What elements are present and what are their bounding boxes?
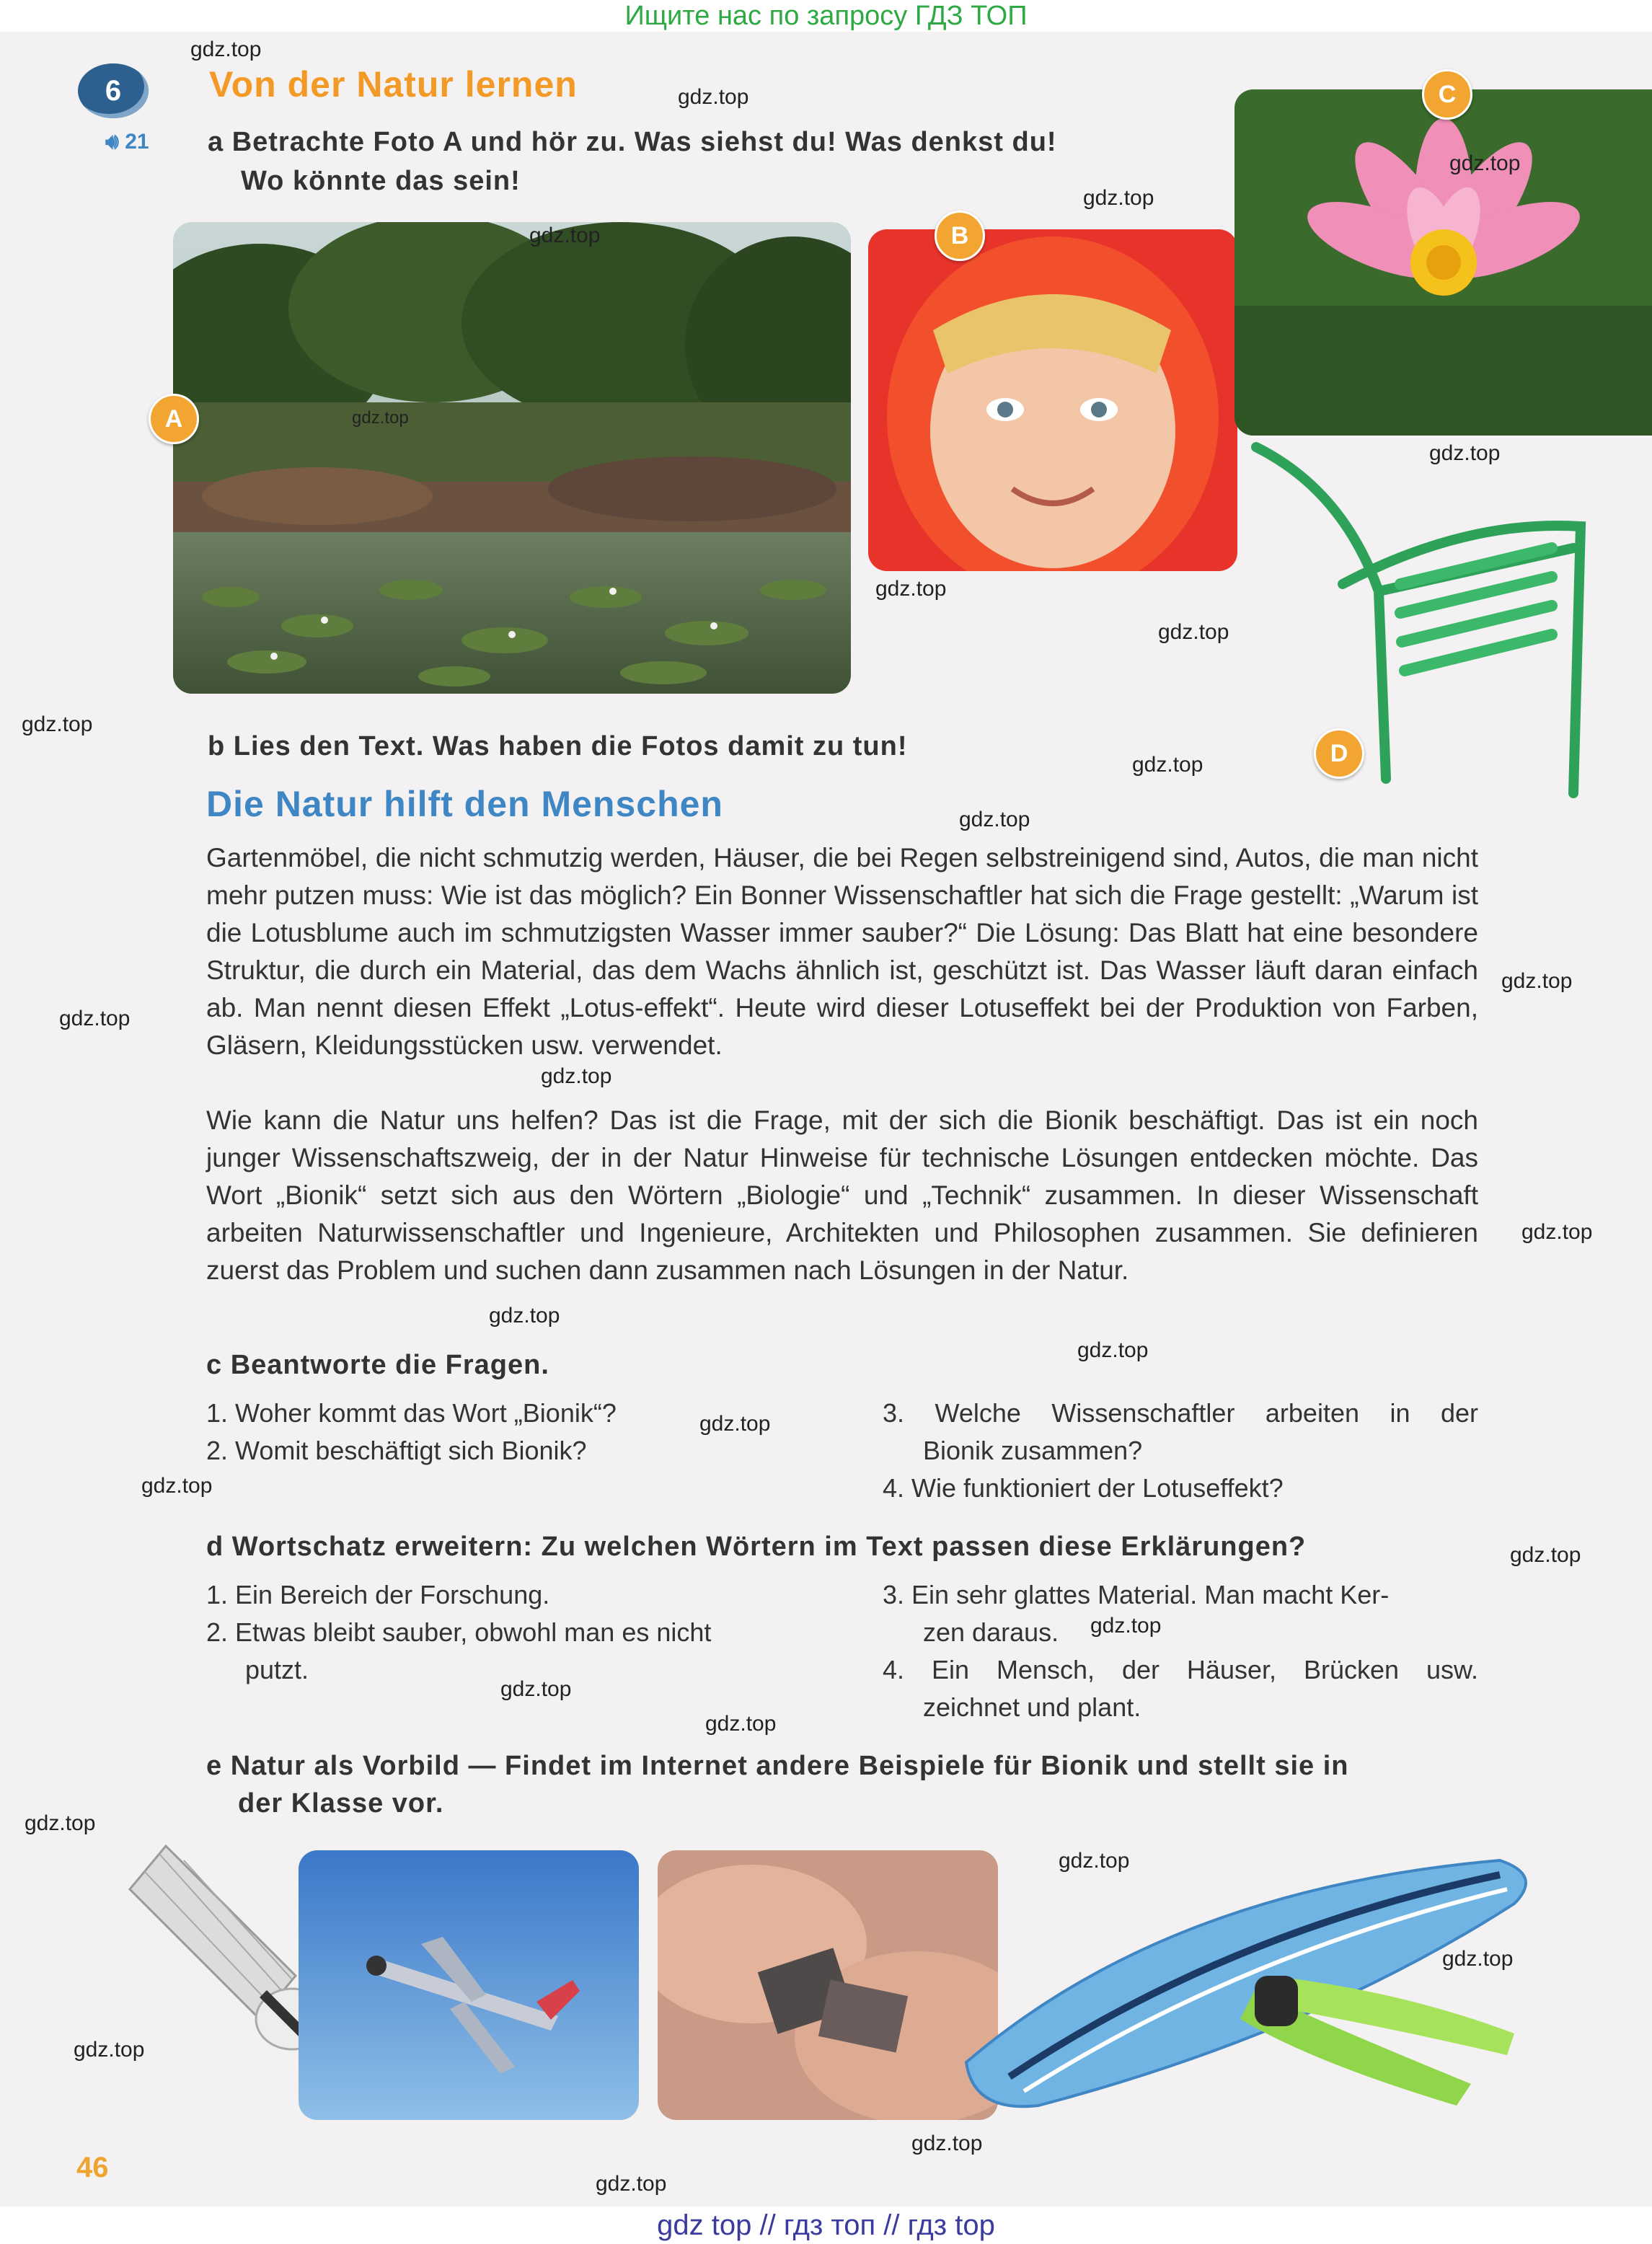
vocab-item-2-line1: 2. Etwas bleibt sauber, obwohl man es nicht bbox=[206, 1617, 712, 1647]
watermark: gdz.top bbox=[911, 2132, 983, 2155]
watermark: gdz.top bbox=[352, 408, 409, 428]
watermark: gdz.top bbox=[596, 2172, 667, 2196]
vocab-item-3-line1: 3. Ein sehr glattes Material. Man macht Ker- bbox=[883, 1580, 1390, 1609]
watermark: gdz.top bbox=[190, 37, 262, 61]
task-e-text: Natur als Vorbild — Findet im Internet andere Beispiele für Bionik und stellt sie in bbox=[230, 1751, 1349, 1781]
bottom-banner: gdz top // гдз топ // гдз top bbox=[0, 2207, 1652, 2244]
task-d-heading bbox=[206, 1532, 1306, 1563]
audio-track[interactable] bbox=[105, 130, 149, 154]
watermark: gdz.top bbox=[1449, 151, 1521, 175]
task-c-letter: c bbox=[206, 1350, 223, 1380]
question-1: 1. Woher kommt das Wort „Bionik“? bbox=[206, 1398, 617, 1428]
vocab-item-1: 1. Ein Bereich der Forschung. bbox=[206, 1580, 550, 1609]
lesson-title: Von der Natur lernen bbox=[209, 64, 578, 105]
photo-d-chair bbox=[1234, 404, 1609, 808]
watermark: gdz.top bbox=[541, 1064, 612, 1088]
watermark: gdz.top bbox=[500, 1677, 572, 1701]
photo-c-lotus bbox=[1234, 89, 1652, 436]
question-4: 4. Wie funktioniert der Lotuseffekt? bbox=[883, 1473, 1284, 1503]
watermark: gdz.top bbox=[1090, 1614, 1162, 1638]
velcro-illustration bbox=[658, 1850, 998, 2120]
surfboard-illustration bbox=[952, 1846, 1601, 2163]
lotus-illustration bbox=[1234, 89, 1652, 436]
task-e-line2: der Klasse vor. bbox=[238, 1788, 444, 1819]
vocab-item-4-line1: 4. Ein Mensch, der Häuser, Brücken usw. bbox=[883, 1655, 1478, 1684]
watermark: gdz.top bbox=[1510, 1543, 1581, 1567]
watermark: gdz.top bbox=[489, 1304, 560, 1328]
airplane-illustration bbox=[299, 1850, 639, 2120]
watermark: gdz.top bbox=[22, 712, 93, 736]
watermark: gdz.top bbox=[1132, 753, 1203, 777]
chair-illustration bbox=[1234, 404, 1609, 808]
vocab-item-2-line2: putzt. bbox=[245, 1655, 309, 1684]
photo-a-marker: A bbox=[149, 394, 199, 444]
task-a-text: Betrachte Foto A und hör zu. Was siehst du! Was denkst du! bbox=[231, 127, 1057, 157]
velcro-photo bbox=[658, 1850, 998, 2120]
photo-b-child bbox=[868, 229, 1237, 571]
watermark: gdz.top bbox=[141, 1474, 213, 1498]
photo-b-marker: B bbox=[935, 211, 985, 261]
airplane-photo bbox=[299, 1850, 639, 2120]
watermark: gdz.top bbox=[74, 2038, 145, 2062]
task-b-text: Lies den Text. Was haben die Fotos damit zu tun! bbox=[233, 731, 908, 761]
speaker-icon: 🔊︎ bbox=[105, 130, 119, 154]
surfboard-fins-image bbox=[952, 1846, 1601, 2163]
task-d-letter: d bbox=[206, 1532, 224, 1562]
task-d-title: Wortschatz erweitern: Zu welchen Wörtern im Text passen diese Erklärungen? bbox=[231, 1532, 1307, 1562]
child-illustration bbox=[868, 229, 1237, 571]
task-c-title: Beantworte die Fragen. bbox=[230, 1350, 549, 1380]
watermark: gdz.top bbox=[1083, 186, 1154, 210]
watermark: gdz.top bbox=[1501, 969, 1573, 993]
task-e-letter: e bbox=[206, 1751, 223, 1781]
article-title: Die Natur hilft den Menschen bbox=[206, 784, 723, 824]
watermark: gdz.top bbox=[25, 1811, 96, 1835]
question-2: 2. Womit beschäftigt sich Bionik? bbox=[206, 1436, 587, 1465]
watermark: gdz.top bbox=[678, 85, 749, 109]
task-c-heading bbox=[206, 1350, 549, 1381]
vocab-item-4-line2: zeichnet und plant. bbox=[923, 1692, 1141, 1722]
watermark: gdz.top bbox=[1158, 620, 1229, 644]
watermark: gdz.top bbox=[1077, 1338, 1149, 1362]
pond-illustration bbox=[173, 222, 851, 694]
watermark: gdz.top bbox=[59, 1007, 131, 1030]
watermark: gdz.top bbox=[1059, 1849, 1130, 1873]
audio-track-number: 21 bbox=[125, 130, 149, 154]
lesson-number-badge: 6 bbox=[78, 63, 149, 118]
photo-a-pond bbox=[173, 222, 851, 694]
watermark: gdz.top bbox=[1442, 1947, 1514, 1971]
page-number: 46 bbox=[76, 2152, 109, 2183]
task-a-line1 bbox=[208, 127, 1057, 158]
article-paragraph-1: Gartenmöbel, die nicht schmutzig werden, Häuser, die bei Regen selbstreinigend sind, Autos, die man nicht mehr putzen muss: Wie ist das möglich? Ein Bonner Wissenschaftler hat sich die Frage gestellt: „Warum ist die Lotusblume auch im schmutzigsten Wasser immer sauber?“ Die Lösung: Das Blatt hat eine besondere Struktur, die durch ein Material, das dem Wachs ähnlich ist, geschützt ist. Das Wasser läuft daran einfach ab. Man nennt diesen Effekt „Lotus-effekt“. Heute wird dieser Lotuseffekt bei der Produktion von Farben, Gläsern, Kleidungsstücken usw. verwendet. bbox=[206, 843, 1478, 1060]
watermark: gdz.top bbox=[705, 1712, 777, 1736]
question-3-line2: Bionik zusammen? bbox=[923, 1436, 1143, 1465]
watermark: gdz.top bbox=[529, 224, 601, 247]
task-a-letter: a bbox=[208, 127, 224, 157]
task-b bbox=[208, 731, 908, 762]
photo-d-marker: D bbox=[1314, 728, 1364, 779]
watermark: gdz.top bbox=[1521, 1220, 1593, 1244]
vocab-item-3-line2: zen daraus. bbox=[923, 1617, 1059, 1647]
watermark: gdz.top bbox=[959, 808, 1030, 831]
top-banner: Ищите нас по запросу ГДЗ ТОП bbox=[0, 0, 1652, 32]
watermark: gdz.top bbox=[875, 577, 947, 601]
task-a-line2: Wo könnte das sein! bbox=[241, 166, 521, 196]
watermark: gdz.top bbox=[699, 1412, 771, 1436]
task-e-line1 bbox=[206, 1751, 1348, 1782]
question-3-line1: 3. Welche Wissenschaftler arbeiten in der bbox=[883, 1398, 1478, 1428]
article-paragraph-2: Wie kann die Natur uns helfen? Das ist die Frage, mit der sich die Bionik beschäftigt. Das ist ein noch junger Wissenschaftszweig, der in der Natur Hinweise für technische Lösungen entdecken möchte. Das Wort „Bionik“ setzt sich aus den Wörtern „Biologie“ und „Technik“ zusammen. In dieser Wissenschaft arbeiten Naturwissenschaftler und Ingenieure, Architekten und Philosophen zusammen. Sie definieren zuerst das Problem und suchen dann zusammen nach Lösungen in der Natur. bbox=[206, 1105, 1478, 1285]
task-b-letter: b bbox=[208, 731, 226, 761]
watermark: gdz.top bbox=[1429, 441, 1501, 465]
photo-c-marker: C bbox=[1422, 69, 1472, 120]
